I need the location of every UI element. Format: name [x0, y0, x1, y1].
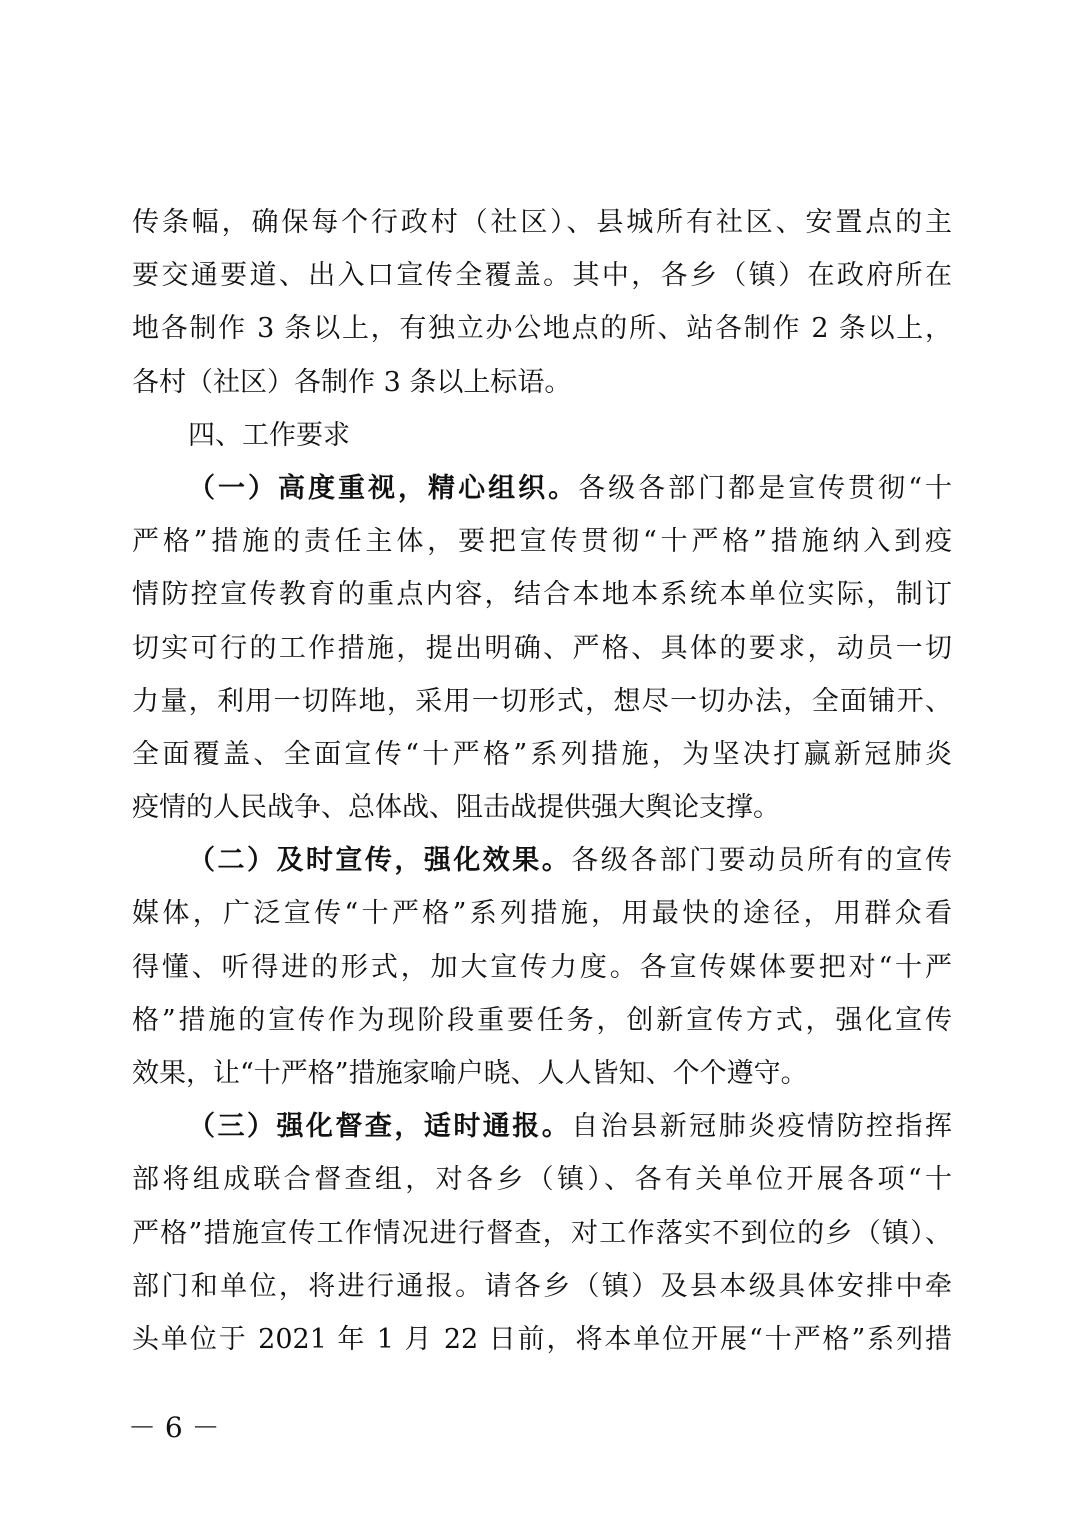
- text-line: 媒体，广泛宣传“十严格”系列措施，用最快的途径，用群众看: [132, 898, 952, 930]
- body-text: [132, 196, 952, 1366]
- text-line: 切实可行的工作措施，提出明确、严格、具体的要求，动员一切: [132, 632, 952, 664]
- page-number: － 6 －: [128, 1411, 220, 1444]
- text-line: 格”措施的宣传作为现阶段重要任务，创新宣传方式，强化宣传: [132, 1004, 952, 1036]
- text-line: 严格”措施宣传工作情况进行督查，对工作落实不到位的乡（镇）、: [132, 1217, 952, 1249]
- subsection-heading: （二）及时宣传，强化效果。: [188, 845, 572, 877]
- subsection-heading: （一）高度重视，精心组织。: [188, 472, 579, 504]
- text-line: 部将组成联合督查组，对各乡（镇）、各有关单位开展各项“十: [132, 1164, 952, 1196]
- text-line: 力量，利用一切阵地，采用一切形式，想尽一切办法，全面铺开、: [132, 685, 952, 717]
- text-line: 部门和单位，将进行通报。请各乡（镇）及县本级具体安排中牵: [132, 1270, 952, 1302]
- text-line: 地各制作 3 条以上，有独立办公地点的所、站各制作 2 条以上，: [132, 313, 952, 345]
- text-line: 严格”措施的责任主体，要把宣传贯彻“十严格”措施纳入到疫: [132, 526, 952, 558]
- text-line: 传条幅，确保每个行政村（社区）、县城所有社区、安置点的主: [132, 207, 952, 238]
- text-line: 情防控宣传教育的重点内容，结合本地本系统本单位实际，制订: [132, 579, 952, 611]
- text-line: 要交通要道、出入口宣传全覆盖。其中，各乡（镇）在政府所在: [132, 260, 952, 292]
- text-line: 效果，让“十严格”措施家喻户晓、人人皆知、个个遵守。: [132, 1058, 808, 1089]
- text-line: 头单位于 2021 年 1 月 22 日前，将本单位开展“十严格”系列措: [132, 1323, 952, 1355]
- subsection-lead-line: （三）强化督查，适时通报。自治县新冠肺炎疫情防控指挥: [188, 1111, 953, 1143]
- subsection-heading: （三）强化督查，适时通报。: [188, 1111, 572, 1143]
- section-heading: 四、工作要求: [188, 419, 350, 451]
- text-line: 各村（社区）各制作 3 条以上标语。: [132, 366, 572, 398]
- text-line: 全面覆盖、全面宣传“十严格”系列措施，为坚决打赢新冠肺炎: [132, 738, 952, 770]
- subsection-lead-line: （二）及时宣传，强化效果。各级各部门要动员所有的宣传: [188, 845, 953, 877]
- subsection-lead-line: （一）高度重视，精心组织。各级各部门都是宣传贯彻“十: [188, 472, 953, 504]
- text-line: 得懂、听得进的形式，加大宣传力度。各宣传媒体要把对“十严: [132, 951, 952, 983]
- text-line: 疫情的人民战争、总体战、阻击战提供强大舆论支撑。: [132, 792, 780, 824]
